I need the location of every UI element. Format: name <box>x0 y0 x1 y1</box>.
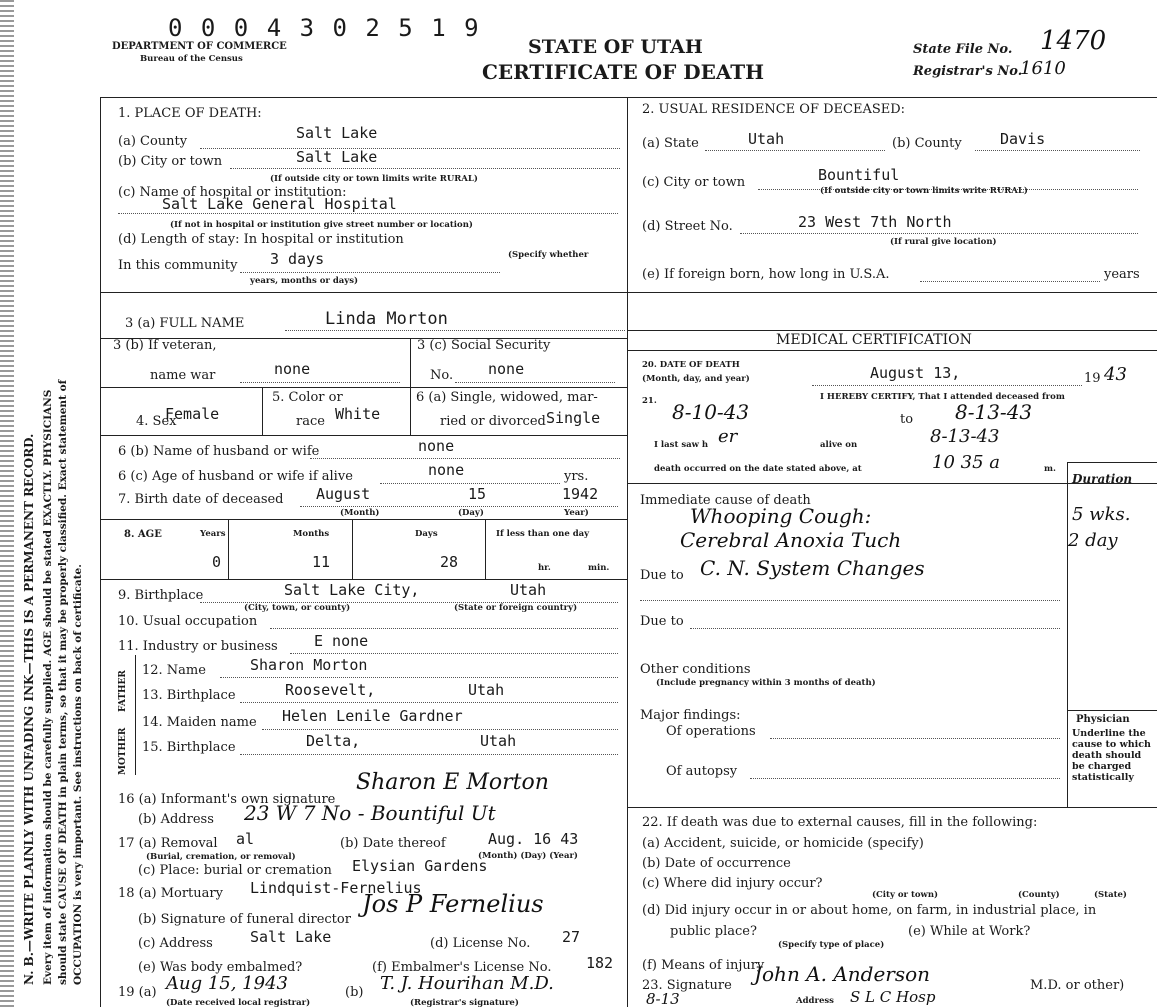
ext-d2: public place? <box>670 924 757 939</box>
month-caption: (Month) <box>340 508 380 518</box>
funeral-director-label: (b) Signature of funeral director <box>138 912 351 927</box>
ext-e: (e) While at Work? <box>908 924 1031 939</box>
filed-note: (Date received local registrar) <box>166 998 311 1008</box>
ext-county-note: (County) <box>1018 890 1060 900</box>
ext-d: (d) Did injury occur in or about home, on farm, in industrial place, in <box>642 903 1097 918</box>
mother-side-label: MOTHER <box>118 727 128 775</box>
city-value: Salt Lake <box>296 148 378 166</box>
alive-label: alive on <box>820 440 858 450</box>
ss-no-label: No. <box>430 368 454 383</box>
duration-2: 2 day <box>1068 530 1118 551</box>
war-value: none <box>274 360 311 378</box>
dod-year: 43 <box>1104 364 1127 385</box>
embalmer-license-label: (f) Embalmer's License No. <box>372 960 552 975</box>
removal-value: al <box>236 830 255 848</box>
cert-date: 8-13 <box>646 990 680 1008</box>
age-years-label: Years <box>200 529 226 539</box>
removal-note: (Burial, cremation, or removal) <box>146 852 296 862</box>
state-file-label: State File No. <box>913 42 1013 57</box>
major-findings-label: Major findings: <box>640 708 741 723</box>
min-label: min. <box>588 563 610 573</box>
place-value: Elysian Gardens <box>352 857 488 875</box>
res-city-note: (If outside city or town limits write RURAL) <box>820 186 1028 196</box>
duration-label: Duration <box>1072 472 1133 486</box>
war-label: name war <box>150 368 216 383</box>
full-name-label: 3 (a) FULL NAME <box>125 316 245 331</box>
hospital-value: Salt Lake General Hospital <box>162 195 397 213</box>
birthdate-label: 7. Birth date of deceased <box>118 492 284 507</box>
age-days-value: 28 <box>440 553 459 571</box>
father-name-value: Sharon Morton <box>250 656 368 674</box>
side-note-4: OCCUPATION is very important. See instructions on back of certificate. <box>72 564 84 985</box>
place-label: (c) Place: burial or cremation <box>138 863 332 878</box>
due-to-value: C. N. System Changes <box>700 556 925 580</box>
death-time: 10 35 a <box>932 452 1000 473</box>
city-note: (If outside city or town limits write RURAL) <box>270 174 478 184</box>
side-note-3: should state CAUSE OF DEATH in plain terms, so that it may be properly classified. Exact statement of <box>57 379 69 985</box>
mdy-note: (Month) (Day) (Year) <box>478 851 578 861</box>
md-label: M.D. or other) <box>1030 978 1125 993</box>
address2-label: (c) Address <box>138 936 213 951</box>
father-birthplace-label: 13. Birthplace <box>142 688 236 703</box>
ext-specify-note: (Specify type of place) <box>778 940 885 950</box>
attended-to: 8-13-43 <box>955 400 1033 424</box>
cert-address: S L C Hosp <box>850 988 936 1006</box>
day-caption: (Day) <box>458 508 484 518</box>
of-autopsy-label: Of autopsy <box>666 764 738 779</box>
mortuary-label: 18 (a) Mortuary <box>118 886 223 901</box>
street-note: (If rural give location) <box>890 237 997 247</box>
mother-birth-state: Utah <box>480 732 517 750</box>
mother-birth-city: Delta, <box>306 732 361 750</box>
res-county-value: Davis <box>1000 130 1046 148</box>
birth-year: 1942 <box>562 485 599 503</box>
underline-note: Underline the cause to which death should be charged statistically <box>1072 728 1151 783</box>
birth-city-note: (City, town, or county) <box>244 603 351 613</box>
place-of-death-title: 1. PLACE OF DEATH: <box>118 106 262 121</box>
res-state-label: (a) State <box>642 136 699 151</box>
hospital-note: (If not in hospital or institution give street number or location) <box>170 220 473 230</box>
foreign-label: (e) If foreign born, how long in U.S.A. <box>642 267 890 282</box>
immediate-cause-label: Immediate cause of death <box>640 493 811 508</box>
street-value: 23 West 7th North <box>798 213 952 231</box>
removal-label: 17 (a) Removal <box>118 836 218 851</box>
license-label: (d) License No. <box>430 936 531 951</box>
dept-label: DEPARTMENT OF COMMERCE <box>112 41 287 52</box>
side-note-2: Every item of information should be carefully supplied. AGE should be stated EXACTLY. PHYSICIANS <box>42 389 54 985</box>
res-state-value: Utah <box>748 130 785 148</box>
to-label: to <box>900 412 914 427</box>
occupation-label: 10. Usual occupation <box>118 614 258 629</box>
date-thereof-label: (b) Date thereof <box>340 836 446 851</box>
community-label: In this community <box>118 258 238 273</box>
community-note: years, months or days) <box>250 276 359 286</box>
cause-1: Whooping Cough: <box>690 504 872 528</box>
death-occurred-label: death occurred on the date stated above, at <box>654 464 862 474</box>
document-title: CERTIFICATE OF DEATH <box>482 60 765 84</box>
street-label: (d) Street No. <box>642 219 733 234</box>
color-label: 5. Color or <box>272 390 343 405</box>
m-label: m. <box>1044 464 1056 474</box>
registrar-signature: T. J. Hourihan M.D. <box>380 973 554 994</box>
bureau-label: Bureau of the Census <box>140 54 243 64</box>
city-label: (b) City or town <box>118 154 223 169</box>
dod-label: 20. DATE OF DEATH <box>642 360 740 370</box>
marital-label-2: ried or divorced <box>440 414 546 429</box>
embalmer-license-value: 182 <box>586 954 614 972</box>
spouse-age-value: none <box>428 461 465 479</box>
due-to-2-label: Due to <box>640 614 684 629</box>
date-thereof-value: Aug. 16 43 <box>488 830 579 848</box>
license-value: 27 <box>562 928 581 946</box>
other-conditions-label: Other conditions <box>640 662 751 677</box>
side-note-1: N. B.—WRITE PLAINLY WITH UNFADING INK—THIS IS A PERMANENT RECORD. <box>22 433 36 985</box>
last-saw-label: I last saw h <box>654 440 709 450</box>
state-file-number: 1470 <box>1040 26 1107 56</box>
funeral-director-signature: Jos P Fernelius <box>362 890 544 918</box>
father-birth-city: Roosevelt, <box>285 681 376 699</box>
spouse-age-label: 6 (c) Age of husband or wife if alive <box>118 469 353 484</box>
birth-day: 15 <box>468 485 487 503</box>
specify-note: (Specify whether <box>508 250 589 260</box>
hr-label: hr. <box>538 563 551 573</box>
dod-19: 19 <box>1084 371 1101 386</box>
mother-name-label: 14. Maiden name <box>142 715 257 730</box>
community-value: 3 days <box>270 250 325 268</box>
embalmed-label: (e) Was body embalmed? <box>138 960 303 975</box>
ss-label: 3 (c) Social Security <box>417 338 551 353</box>
physician-signature: John A. Anderson <box>754 962 931 986</box>
yrs-label: yrs. <box>564 469 589 484</box>
year-caption: Year) <box>564 508 589 518</box>
medical-cert-title: MEDICAL CERTIFICATION <box>776 332 972 348</box>
certify-text: I HEREBY CERTIFY, That I attended deceased from <box>820 392 1065 402</box>
birthplace-label: 9. Birthplace <box>118 588 204 603</box>
spouse-value: none <box>418 437 455 455</box>
marital-value: Single <box>546 409 601 427</box>
birth-state: Utah <box>510 581 547 599</box>
birth-state-note: (State or foreign country) <box>454 603 578 613</box>
age-lt-label: If less than one day <box>496 529 590 539</box>
father-side-label: FATHER <box>118 670 128 712</box>
registrar-label: Registrar's No. <box>913 64 1023 79</box>
race-label: race <box>296 414 325 429</box>
sex-label: 4. Sex <box>136 414 177 429</box>
ext-a: (a) Accident, suicide, or homicide (specify) <box>642 836 924 851</box>
mother-birthplace-label: 15. Birthplace <box>142 740 236 755</box>
last-saw-value: er <box>718 426 738 447</box>
dod-note: (Month, day, and year) <box>642 374 750 384</box>
years-label: years <box>1104 267 1140 282</box>
age-years-value: 0 <box>212 553 222 571</box>
age-label: 8. AGE <box>124 529 162 540</box>
veteran-label: 3 (b) If veteran, <box>113 338 217 353</box>
age-days-label: Days <box>415 529 438 539</box>
external-title: 22. If death was due to external causes, fill in the following: <box>642 815 1038 830</box>
marital-label: 6 (a) Single, widowed, mar- <box>416 390 598 405</box>
birth-month: August <box>316 485 371 503</box>
county-value: Salt Lake <box>296 124 378 142</box>
attended-from: 8-10-43 <box>672 400 750 424</box>
serial-number: 0 0 0 4 3 0 2 5 1 9 <box>168 14 481 42</box>
due-to-label: Due to <box>640 568 684 583</box>
ss-value: none <box>488 360 525 378</box>
full-name-value: Linda Morton <box>325 309 448 329</box>
industry-value: E none <box>314 632 369 650</box>
address-value: 23 W 7 No - Bountiful Ut <box>244 801 496 825</box>
ext-b: (b) Date of occurrence <box>642 856 791 871</box>
address2-value: Salt Lake <box>250 928 332 946</box>
registrar-sig-note: (Registrar's signature) <box>410 998 519 1008</box>
birth-city: Salt Lake City, <box>284 581 420 599</box>
cert-address-label: Address <box>796 996 834 1006</box>
registrar-number: 1610 <box>1020 58 1066 79</box>
father-birth-state: Utah <box>468 681 505 699</box>
of-operations-label: Of operations <box>666 724 756 739</box>
other-conditions-note: (Include pregnancy within 3 months of death) <box>656 678 876 688</box>
ext-c: (c) Where did injury occur? <box>642 876 823 891</box>
mother-name-value: Helen Lenile Gardner <box>282 707 463 725</box>
industry-label: 11. Industry or business <box>118 639 278 654</box>
filed-label: 19 (a) <box>118 985 157 1000</box>
alive-value: 8-13-43 <box>930 426 1000 447</box>
ext-city-note: (City or town) <box>872 890 939 900</box>
informant-label: 16 (a) Informant's own signature <box>118 792 336 807</box>
duration-1: 5 wks. <box>1072 504 1131 525</box>
address-label: (b) Address <box>138 812 214 827</box>
residence-title: 2. USUAL RESIDENCE OF DECEASED: <box>642 102 906 117</box>
hospital-label: (c) Name of hospital or institution: <box>118 185 347 200</box>
county-label: (a) County <box>118 134 188 149</box>
race-value: White <box>335 405 381 423</box>
sex-value: Female <box>165 405 220 423</box>
cause-2: Cerebral Anoxia Tuch <box>680 528 902 552</box>
mortuary-value: Lindquist-Fernelius <box>250 879 422 897</box>
age-months-value: 11 <box>312 553 331 571</box>
ext-state-note: (State) <box>1094 890 1127 900</box>
physician-label: Physician <box>1076 714 1130 725</box>
filed-value: Aug 15, 1943 <box>166 973 288 994</box>
cert-number: 21. <box>642 396 657 406</box>
state-title: STATE OF UTAH <box>528 36 703 58</box>
stay-label: (d) Length of stay: In hospital or institution <box>118 232 404 247</box>
res-city-value: Bountiful <box>818 166 900 184</box>
res-city-label: (c) City or town <box>642 175 746 190</box>
father-name-label: 12. Name <box>142 663 206 678</box>
registrar-sig-label: (b) <box>345 985 364 1000</box>
age-months-label: Months <box>293 529 330 539</box>
spouse-label: 6 (b) Name of husband or wife <box>118 444 320 459</box>
ext-f: (f) Means of injury <box>642 958 765 973</box>
res-county-label: (b) County <box>892 136 962 151</box>
dod-value: August 13, <box>870 364 961 382</box>
informant-signature: Sharon E Morton <box>356 770 549 795</box>
signature-label: 23. Signature <box>642 978 732 993</box>
